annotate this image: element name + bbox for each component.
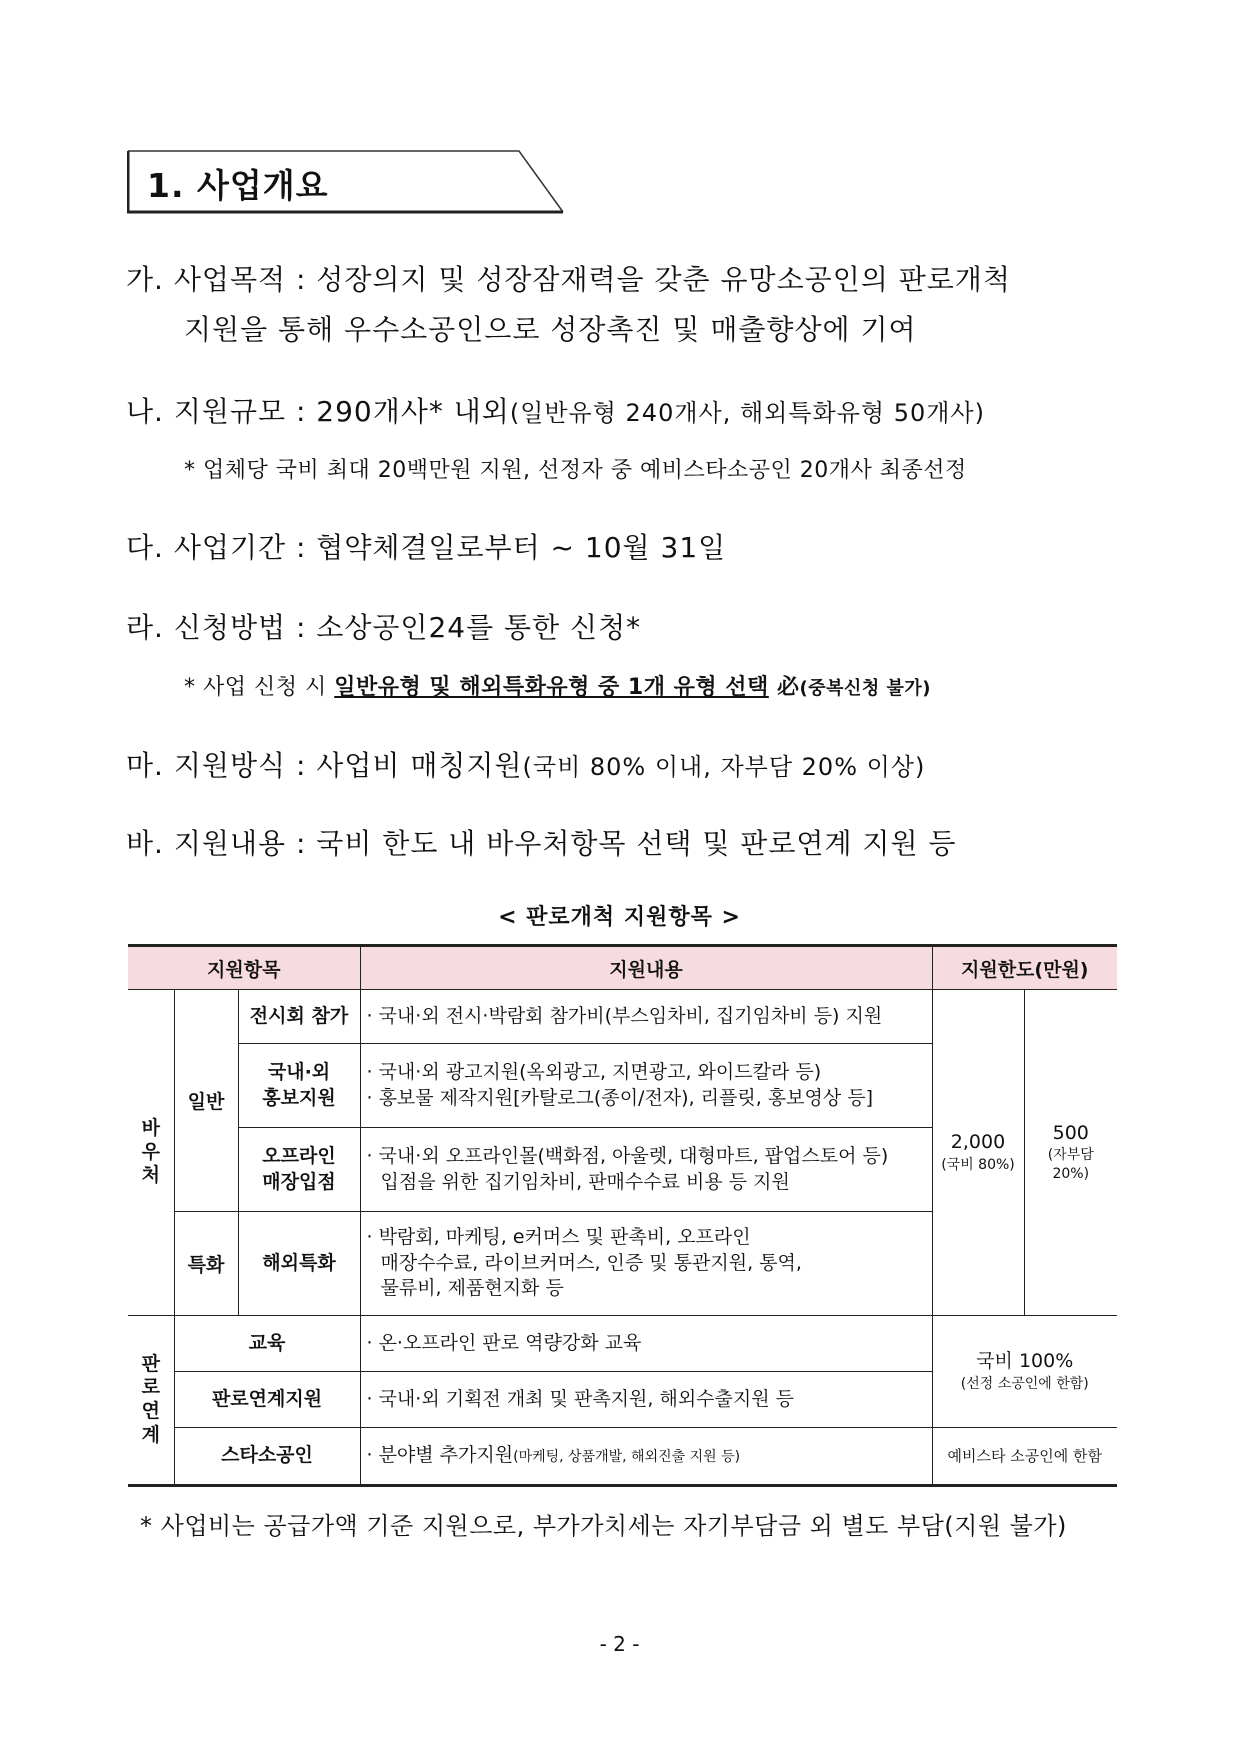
page-number: - 2 - [599,1632,640,1656]
sales-limit-main: 국비 100% [976,1350,1074,1373]
voucher-self-limit [1024,990,1117,1316]
method-note-mark: 必 [768,675,800,700]
purpose-line-2: 지원을 통해 우수소공인으로 성장촉진 및 매출향상에 기여 [184,313,917,346]
star-item: 스타소공인 [174,1428,360,1486]
section-title: 1. 사업개요 [147,166,329,205]
education-content: · 온·오프라인 판로 역량강화 교육 [360,1316,932,1372]
method-note [184,670,931,701]
section-header [127,150,564,214]
footer-note: * 사업비는 공급가액 기준 지원으로, 부가가치세는 자기부담금 외 별도 부담(지원 불가) [140,1512,1067,1540]
voucher-gov-limit [932,990,1024,1316]
purpose-line-1: 가. 사업목적 : 성장의지 및 성장잠재력을 갖춘 유망소공인의 판로개척 [126,263,1011,296]
voucher-gov-value: 2,000 [950,1131,1006,1154]
scale-paren: (일반유형 240개사, 해외특화유형 50개사) [509,399,985,427]
table-row [128,1316,1117,1372]
star-content: · 분야별 추가지원(마케팅, 상품개발, 해외진출 지원 등) [360,1428,932,1486]
support-items-table [128,944,1117,1487]
support-content-line: 바. 지원내용 : 국비 한도 내 바우처항목 선택 및 판로연계 지원 등 [126,827,957,860]
sales-limit-note: (선정 소공인에 한함) [960,1375,1089,1392]
promotion-item: 국내·외 홍보지원 [238,1044,360,1128]
star-limit: 예비스타 소공인에 한함 [932,1428,1117,1486]
support-method-paren: (국비 80% 이내, 자부담 20% 이상) [522,753,926,781]
overseas-item: 해외특화 [238,1212,360,1316]
table-caption: < 판로개척 지원항목 > [498,905,741,930]
table-row [128,990,1117,1044]
special-label: 특화 [174,1212,238,1316]
method-line: 라. 신청방법 : 소상공인24를 통한 신청* [126,611,642,644]
scale-line [126,390,985,430]
voucher-gov-note: (국비 80%) [941,1156,1015,1173]
method-note-prefix: * 사업 신청 시 [184,675,335,700]
sales-label: 판 로 연 계 [128,1316,174,1486]
method-note-tail: (중복신청 불가) [799,678,932,699]
linkage-content: · 국내·외 기획전 개최 및 판촉지원, 해외수출지원 등 [360,1372,932,1428]
sales-limit [932,1316,1117,1428]
header-content: 지원내용 [360,946,932,990]
table-header-row [128,946,1117,990]
general-label: 일반 [174,990,238,1212]
scale-main: 나. 지원규모 : 290개사* 내외 [126,395,510,428]
voucher-self-value: 500 [1052,1121,1089,1144]
voucher-label: 바 우 처 [128,990,174,1316]
voucher-self-note: (자부담 20%) [1047,1147,1094,1183]
promotion-content: · 국내·외 광고지원(옥외광고, 지면광고, 와이드칼라 등) · 홍보물 제작지원[카탈로그(종이/전자), 리플릿, 홍보영상 등] [360,1044,932,1128]
education-item: 교육 [174,1316,360,1372]
exhibition-item: 전시회 참가 [238,990,360,1044]
support-method-main: 마. 지원방식 : 사업비 매칭지원 [126,749,523,782]
scale-note: * 업체당 국비 최대 20백만원 지원, 선정자 중 예비스타소공인 20개사 최종선정 [184,458,967,483]
linkage-item: 판로연계지원 [174,1372,360,1428]
method-note-bold: 일반유형 및 해외특화유형 중 1개 유형 선택 [334,675,769,700]
support-method-line [126,744,925,784]
offline-content: · 국내·외 오프라인몰(백화점, 아울렛, 대형마트, 팝업스토어 등) 입점을 위한 집기임차비, 판매수수료 비용 등 지원 [360,1128,932,1212]
table-row [128,1428,1117,1486]
period-line: 다. 사업기간 : 협약체결일로부터 ~ 10월 31일 [126,531,727,564]
header-item: 지원항목 [128,946,360,990]
header-limit: 지원한도(만원) [932,946,1117,990]
exhibition-content: · 국내·외 전시·박람회 참가비(부스임차비, 집기임차비 등) 지원 [360,990,932,1044]
offline-item: 오프라인 매장입점 [238,1128,360,1212]
overseas-content: · 박람회, 마케팅, e커머스 및 판촉비, 오프라인 매장수수료, 라이브커머스, 인증 및 통관지원, 통역, 물류비, 제품현지화 등 [360,1212,932,1316]
